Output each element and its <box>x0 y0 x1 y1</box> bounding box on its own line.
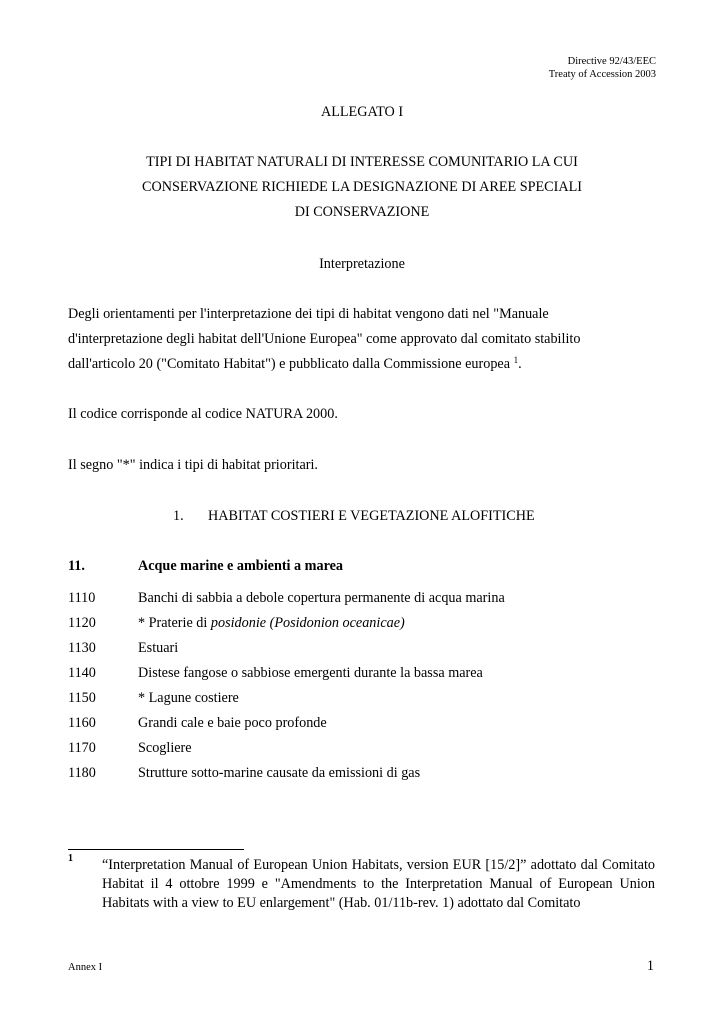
main-title-line-2: CONSERVAZIONE RICHIEDE LA DESIGNAZIONE DI AREE SPECIALI <box>142 179 582 195</box>
habitat-name: Scogliere <box>138 740 192 756</box>
habitat-name: Estuari <box>138 640 179 656</box>
habitat-code: 1160 <box>68 715 96 731</box>
habitat-code: 1150 <box>68 690 96 706</box>
footnote-text: “Interpretation Manual of European Union Habitats, version EUR [15/2]” adottato dal Comitato Habitat il 4 ottobre 1999 e "Amendments to the Interpretation Manual of European Union Habitats with a view to EU enlargement" (Hab. 01/11b-rev. 1) adottato dal Comitato <box>102 857 655 911</box>
habitat-code: 1130 <box>68 640 96 656</box>
footnote-separator <box>68 849 244 850</box>
intro-line-3-end: . <box>518 356 522 372</box>
habitat-code: 1110 <box>68 590 96 606</box>
habitat-code: 1180 <box>68 765 96 781</box>
habitat-code: 1140 <box>68 665 96 681</box>
main-title-line-1: TIPI DI HABITAT NATURALI DI INTERESSE COMUNITARIO LA CUI <box>146 154 578 170</box>
priority-note: Il segno "*" indica i tipi di habitat prioritari. <box>68 457 318 473</box>
subsection-number: 11. <box>68 558 85 574</box>
habitat-name: Grandi cale e baie poco profonde <box>138 715 327 731</box>
main-title-line-3: DI CONSERVAZIONE <box>294 204 430 220</box>
document-reference: Directive 92/43/EEC <box>567 56 656 67</box>
habitat-code: 1170 <box>68 740 96 756</box>
subsection-title: Acque marine e ambienti a marea <box>138 558 344 574</box>
page-number: 1 <box>646 958 654 974</box>
chapter-number: 1. <box>173 508 184 524</box>
habitat-name-italic: posidonie (Posidonion oceanicae) <box>210 615 405 631</box>
chapter-title: HABITAT COSTIERI E VEGETAZIONE ALOFITICHE <box>208 508 535 524</box>
intro-line-3 <box>68 356 522 373</box>
intro-line-1: Degli orientamenti per l'interpretazione dei tipi di habitat vengono dati nel "Manuale <box>68 306 549 322</box>
footnote-reference[interactable]: 1 <box>513 355 519 365</box>
habitat-name: * Lagune costiere <box>138 690 239 706</box>
habitat-name: Banchi di sabbia a debole copertura permanente di acqua marina <box>138 590 505 606</box>
footnote-mark: 1 <box>68 853 73 864</box>
habitat-name: Distese fangose o sabbiose emergenti durante la bassa marea <box>138 665 483 681</box>
habitat-name-prefix: * Praterie di <box>138 615 211 631</box>
habitat-code: 1120 <box>68 615 96 631</box>
habitat-name: Strutture sotto-marine causate da emissioni di gas <box>138 765 421 781</box>
treaty-reference: Treaty of Accession 2003 <box>548 69 656 80</box>
annex-title: ALLEGATO I <box>320 104 404 120</box>
habitat-name <box>138 615 405 632</box>
intro-line-2: d'interpretazione degli habitat dell'Unione Europea" come approvato dal comitato stabilito <box>68 331 581 347</box>
footer-label: Annex I <box>68 962 103 973</box>
intro-line-3-text: dall'articolo 20 ("Comitato Habitat") e pubblicato dalla Commissione europea <box>68 356 514 372</box>
code-note: Il codice corrisponde al codice NATURA 2000. <box>68 406 338 422</box>
section-heading: Interpretazione <box>319 256 405 272</box>
